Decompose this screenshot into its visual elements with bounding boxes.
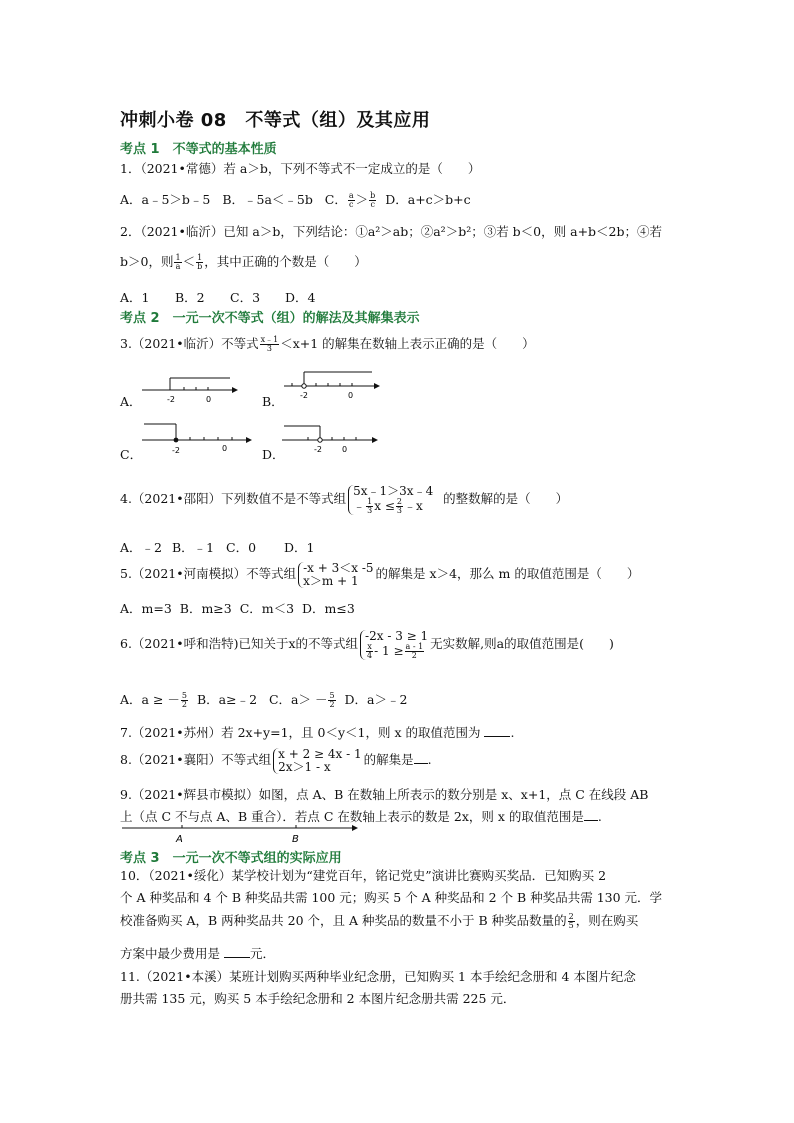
q5-inequality-system: -x + 3＜x -5 x＞m + 1 — [298, 562, 373, 588]
question-1-options — [120, 192, 471, 209]
q6-option-b: B．a≥﹣2 — [196, 692, 258, 707]
question-8: 8.（2021•襄阳）不等式组 x + 2 ≥ 4x - 1 2x＞1 - x 的解集是 . — [120, 746, 432, 774]
q9-answer-blank — [584, 808, 598, 821]
question-10-line3: 校准备购买 A，B 两种奖品共 20 个，且 A 种奖品的数量不小于 B 种奖品数量的 $\frac{2}{5}$ ，则在购买 — [120, 912, 639, 930]
q1-option-c: C． $\frac{a}{c}$ ＞ $\frac{b}{c}$ — [324, 191, 376, 209]
q6-option-c: C．a＞ － $\frac{5}{2}$ — [268, 691, 335, 709]
q8-answer-blank — [414, 751, 428, 764]
question-11-line1: 11.（2021•本溪）某班计划购买两种毕业纪念册，已知购买 1 本手绘纪念册和 4 本图片纪念 — [120, 969, 636, 984]
question-2-line1: 2．（2021•临沂）已知 a＞b，下列结论：①a²＞ab；②a²＞b²；③若 b＜0，则 a+b＜2b；④若 — [120, 224, 662, 239]
q4-option-d: D．1 — [284, 540, 315, 555]
question-4-stem: 4.（2021•邵阳）下列数值不是不等式组 5x﹣1＞3x﹣4 ﹣ $\frac{1}{3}$ x ≤ $\frac{2}{3}$ ﹣x 的整数解的是（ ） — [120, 483, 569, 515]
q1-option-d: D．a+c＞b+c — [385, 192, 471, 207]
question-9-line2: 上（点 C 不与点 A、B 重合）．若点 C 在数轴上表示的数是 2x，则 x 的取值范围是 . — [120, 809, 602, 824]
q3-numberline-d — [280, 420, 380, 458]
q9-point-b: B — [292, 834, 299, 845]
q3d-tick-0: 0 — [342, 445, 348, 454]
q5-option-a: A．m=3 — [120, 601, 172, 616]
q3d-tick-neg2: -2 — [314, 445, 322, 454]
q3-label-a: A． — [120, 394, 142, 409]
q2-option-b: B．2 — [175, 290, 205, 305]
q3a-tick-neg2: -2 — [167, 395, 175, 404]
q3c-tick-neg2: -2 — [172, 446, 180, 455]
question-5-options — [120, 601, 355, 617]
q4-option-b: B．﹣1 — [172, 540, 215, 555]
question-2-line2: b＞0，则 $\frac{1}{a}$ ＜ $\frac{1}{b}$ ，其中正确的个数是（ ） — [120, 253, 367, 271]
q8-inequality-system: x + 2 ≥ 4x - 1 2x＞1 - x — [273, 748, 362, 774]
q2-option-d: D．4 — [285, 290, 316, 305]
q3a-tick-0: 0 — [206, 395, 212, 404]
q3-label-b: B． — [262, 394, 284, 409]
q3-numberline-a — [140, 370, 240, 408]
q3b-tick-neg2: -2 — [300, 391, 308, 400]
q6-option-a: A．a ≥ － $\frac{5}{2}$ — [120, 691, 187, 709]
q9-point-a: A — [176, 834, 183, 845]
question-10-line1: 10．（2021•绥化）某学校计划为“建党百年，铭记党史”演讲比赛购买奖品．已知购买 2 — [120, 868, 607, 883]
question-10-line4: 方案中最少费用是 元． — [120, 946, 276, 961]
question-1-stem: 1．（2021•常德）若 a＞b，下列不等式不一定成立的是（ ） — [120, 161, 481, 176]
q5-option-d: D．m≤3 — [302, 601, 355, 616]
question-9-line1: 9.（2021•辉县市模拟）如图，点 A、B 在数轴上所表示的数分别是 x、x+1，点 C 在线段 AB — [120, 787, 649, 802]
q1-option-b: B．﹣5a＜﹣5b — [222, 192, 313, 207]
question-3-stem: 3.（2021•临沂）不等式 $\frac{x﹣1}{3}$ ＜x+1 的解集在数轴上表示正确的是（ ） — [120, 335, 535, 353]
section-heading-3: 考点 3 一元一次不等式组的实际应用 — [120, 851, 342, 866]
q6-inequality-system: -2x - 3 ≥ 1 $\frac{x}{4}$ - 1 ≥ $\frac{a - 1}{2}$ — [360, 630, 428, 660]
q5-option-b: B．m≥3 — [179, 601, 232, 616]
q7-answer-blank — [484, 724, 510, 737]
q2-option-a: A．1 — [120, 290, 150, 305]
q1-option-a: A．a﹣5＞b﹣5 — [120, 192, 211, 207]
question-10-line2: 个 A 种奖品和 4 个 B 种奖品共需 100 元；购买 5 个 A 种奖品和 2 个 B 种奖品共需 130 元．学 — [120, 890, 663, 905]
q10-answer-blank — [224, 945, 250, 958]
question-7: 7.（2021•苏州）若 2x+y=1，且 0＜y＜1，则 x 的取值范围为 . — [120, 725, 515, 740]
q3-label-c: C． — [120, 447, 143, 462]
q3-numberline-b — [282, 366, 382, 404]
question-11-line2: 册共需 135 元，购买 5 本手绘纪念册和 2 本图片纪念册共需 225 元． — [120, 991, 516, 1006]
q2-option-c: C．3 — [230, 290, 261, 305]
q3b-tick-0: 0 — [348, 391, 354, 400]
q3c-tick-0: 0 — [222, 444, 228, 453]
q3-label-d: D． — [262, 447, 285, 462]
section-heading-2: 考点 2 一元一次不等式（组）的解法及其解集表示 — [120, 311, 420, 326]
q9-numberline — [120, 820, 365, 846]
q5-option-c: C．m＜3 — [239, 601, 295, 616]
q6-option-d: D．a＞﹣2 — [344, 692, 408, 707]
question-5-stem: 5.（2021•河南模拟）不等式组 -x + 3＜x -5 x＞m + 1 的解集是 x＞4，那么 m 的取值范围是（ ） — [120, 560, 640, 588]
q4-inequality-system: 5x﹣1＞3x﹣4 ﹣ $\frac{1}{3}$ x ≤ $\frac{2}{3}$ ﹣x — [348, 485, 433, 515]
question-6-stem: 6.（2021•呼和浩特)已知关于x的不等式组 -2x - 3 ≥ 1 $\frac{x}{4}$ - 1 ≥ $\frac{a - 1}{2}$ 无实数解,则a的取值范围是( ) — [120, 628, 614, 660]
page-title: 冲刺小卷 08 不等式（组）及其应用 — [120, 110, 431, 131]
question-6-options — [120, 692, 407, 709]
section-heading-1: 考点 1 不等式的基本性质 — [120, 142, 277, 157]
q4-option-a: A．﹣2 — [120, 540, 162, 555]
q4-option-c: C．0 — [226, 540, 257, 555]
q3-numberline-c — [140, 418, 255, 458]
